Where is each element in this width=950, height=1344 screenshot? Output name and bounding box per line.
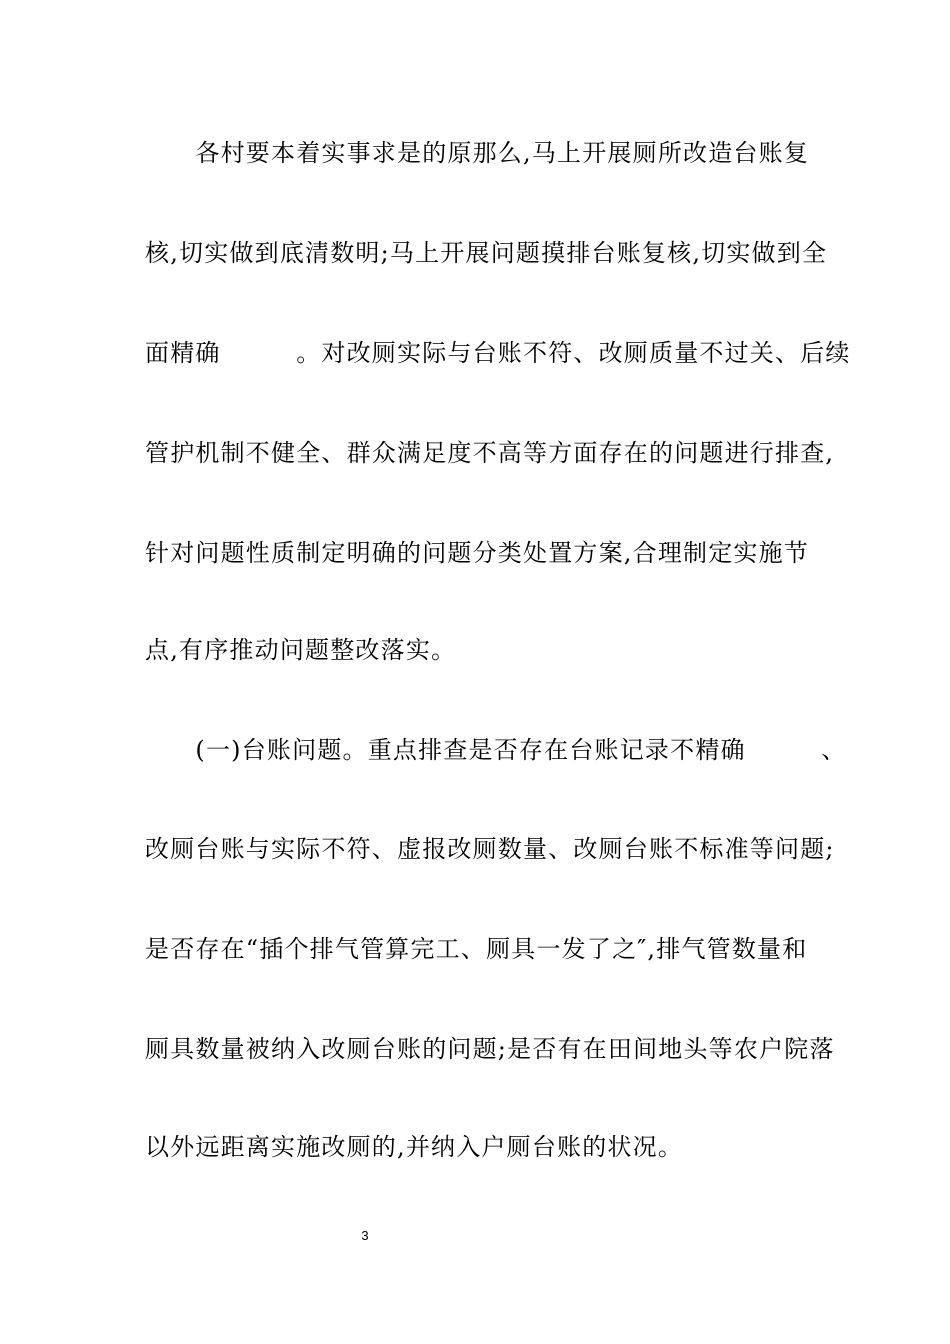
paragraph-2-line-4: 厕具数量被纳入改厕台账的问题;是否有在田间地头等农户院落 xyxy=(145,1035,835,1063)
paragraph-1-line-3: 面精确 。对改厕实际与台账不符、改厕质量不过关、后续 xyxy=(145,339,851,367)
paragraph-2-line-5: 以外远距离实施改厕的,并纳入户厕台账的状况。 xyxy=(145,1133,684,1161)
paragraph-2-line-2: 改厕台账与实际不符、虚报改厕数量、改厕台账不标准等问题; xyxy=(145,835,835,863)
paragraph-1-line-4: 管护机制不健全、群众满足度不高等方面存在的问题进行排查, xyxy=(145,439,835,467)
paragraph-1-line-5: 针对问题性质制定明确的问题分类处置方案,合理制定实施节 xyxy=(145,539,810,567)
paragraph-2-line-1: (一)台账问题。重点排查是否存在台账记录不精确 、 xyxy=(145,736,847,764)
page-number: 3 xyxy=(361,1228,369,1243)
paragraph-1-line-1: 各村要本着实事求是的原那么,马上开展厕所改造台账复 xyxy=(145,139,810,167)
paragraph-1-line-2: 核,切实做到底清数明;马上开展问题摸排台账复核,切实做到全 xyxy=(145,239,828,267)
paragraph-2-line-3: 是否存在“插个排气管算完工、厕具一发了之″,排气管数量和 xyxy=(145,935,808,963)
paragraph-1-line-6: 点,有序推动问题整改落实。 xyxy=(145,636,457,664)
